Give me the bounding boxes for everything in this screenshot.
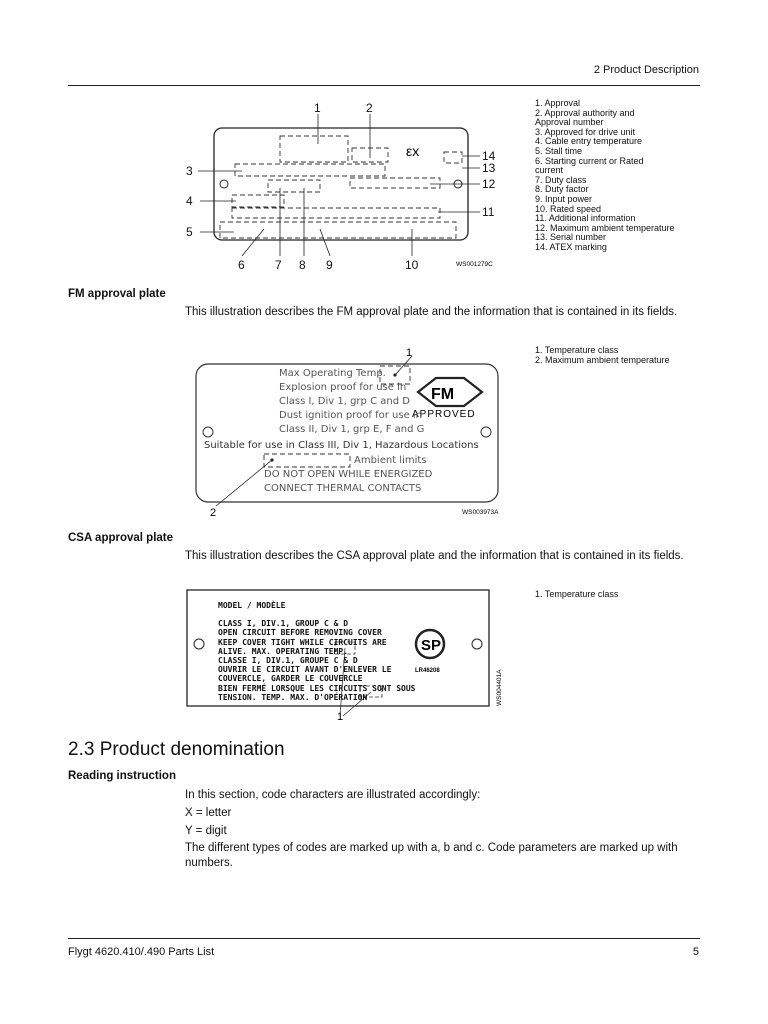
fig1-callout-7: 7 — [275, 258, 282, 272]
legend-item: 1. Approval — [535, 98, 581, 108]
footer-doc-title: Flygt 4620.410/.490 Parts List — [68, 946, 215, 958]
fm-callout-2: 2 — [210, 507, 217, 519]
legend-item: 4. Cable entry temperature — [535, 136, 643, 147]
fm-plate-line: Class I, Div 1, grp C and D — [279, 396, 410, 407]
reading-instruction-heading: Reading instruction — [68, 770, 176, 782]
legend-item: 6. Starting current or Rated — [535, 155, 644, 166]
fm-plate-line: Ambient limits — [354, 455, 427, 466]
fig1-callout-8: 8 — [299, 258, 306, 272]
fm-approved-label: APPROVED — [412, 409, 476, 420]
csa-plate-line — [218, 610, 415, 619]
csa-logo-mark: SP — [421, 637, 442, 654]
legend-item: 3. Approved for drive unit — [535, 126, 636, 137]
csa-logo-sub: LR46208 — [415, 668, 440, 674]
fm-plate-line: Suitable for use in Class III, Div 1, Hazardous Locations — [204, 440, 479, 451]
csa-plate-line: CLASSE I, DIV.1, GROUPE C & D — [218, 656, 358, 666]
page-number: 5 — [692, 946, 699, 958]
fm-logo: FM — [431, 386, 455, 403]
legend-item: 7. Duty class — [535, 174, 587, 185]
legend-item: 10. Rated speed — [535, 203, 602, 214]
section-paragraph: The different types of codes are marked up with a, b and c. Code parameters are marked up with numbers. — [185, 842, 678, 869]
csa-intro: This illustration describes the CSA approval plate and the information that is contained in its fields. — [185, 550, 684, 562]
fig1-callout-6: 6 — [238, 258, 245, 272]
legend-item: 8. Duty factor — [535, 184, 589, 195]
fig1-callout-14: 14 — [482, 149, 496, 163]
fm-plate-line: CONNECT THERMAL CONTACTS — [264, 483, 422, 494]
fig1-callout-13: 13 — [482, 161, 496, 175]
fm-ref: WS003973A — [462, 509, 499, 516]
fig1-callout-5: 5 — [186, 225, 193, 239]
csa-plate-text — [218, 601, 415, 702]
fm-callout-1: 1 — [406, 347, 413, 359]
csa-plate-line: ALIVE. MAX. OPERATING TEMP. — [218, 646, 349, 656]
fig1-callout-3: 3 — [186, 164, 193, 178]
fig1-callout-2: 2 — [366, 101, 373, 115]
csa-plate-line: TENSION. TEMP. MAX. D'OPÉRATION — [218, 692, 368, 702]
legend-item: 12. Maximum ambient temperature — [535, 222, 675, 233]
csa-plate-line: BIEN FERMÉ LORSQUE LES CIRCUITS SONT SOUS — [218, 683, 416, 693]
fig1-callout-4: 4 — [186, 194, 193, 208]
section-paragraph: In this section, code characters are illustrated accordingly: — [185, 789, 481, 801]
fm-intro: This illustration describes the FM approval plate and the information that is contained in its fields. — [185, 306, 678, 318]
legend-item: 2. Approval authority and — [535, 107, 635, 118]
fm-plate-line: Max Operating Temp. — [279, 368, 386, 379]
csa-ref: WS004401A — [496, 669, 503, 706]
fm-plate-line: DO NOT OPEN WHILE ENERGIZED — [264, 469, 433, 480]
fm-legend — [535, 346, 670, 365]
csa-plate-line: OUVRIR LE CIRCUIT AVANT D'ENLEVER LE — [218, 665, 392, 675]
csa-plate-line: MODEL / MODÈLE — [218, 601, 286, 610]
csa-plate-line: KEEP COVER TIGHT WHILE CIRCUITS ARE — [218, 637, 387, 647]
fm-plate-line: Dust ignition proof for use in — [279, 410, 423, 421]
section-title: 2.3 Product denomination — [68, 739, 285, 760]
legend-item: 9. Input power — [535, 193, 593, 204]
fm-plate-line: Explosion proof for use in — [279, 382, 407, 393]
csa-legend — [535, 590, 618, 600]
legend-item: 1. Temperature class — [535, 345, 619, 355]
legend-item: current — [535, 165, 564, 176]
ex-mark: εx — [406, 143, 420, 159]
header-rule — [68, 85, 700, 86]
legend-item: 11. Additional information — [535, 213, 636, 224]
csa-callout-1: 1 — [337, 711, 344, 723]
legend-item: 14. ATEX marking — [535, 241, 607, 252]
csa-plate-line: CLASS I, DIV.1, GROUP C & D — [218, 619, 349, 629]
nameplate-legend — [535, 99, 675, 253]
fig1-ref: WS001279C — [456, 261, 493, 268]
csa-heading: CSA approval plate — [68, 532, 174, 544]
legend-item: 2. Maximum ambient temperature — [535, 354, 670, 365]
fig1-callout-11: 11 — [482, 205, 495, 219]
legend-item: 13. Serial number — [535, 232, 607, 243]
legend-item: Approval number — [535, 117, 604, 128]
csa-plate-line: COUVERCLE, GARDER LE COUVERCLE — [218, 674, 363, 684]
fm-heading: FM approval plate — [68, 288, 166, 300]
legend-item: 1. Temperature class — [535, 589, 619, 599]
legend-item: 5. Stall time — [535, 145, 583, 156]
fig1-callout-10: 10 — [405, 258, 419, 272]
fm-plate-line: Class II, Div 1, grp E, F and G — [279, 424, 425, 435]
nameplate-figure — [180, 96, 510, 274]
running-header: 2 Product Description — [593, 64, 699, 76]
footer-rule — [68, 938, 700, 939]
fig1-callout-1: 1 — [314, 101, 321, 115]
csa-plate-line: OPEN CIRCUIT BEFORE REMOVING COVER — [218, 628, 382, 638]
fig1-callout-12: 12 — [482, 177, 496, 191]
fig1-callout-9: 9 — [326, 258, 333, 272]
section-paragraph: Y = digit — [185, 825, 227, 837]
section-paragraph: X = letter — [185, 807, 232, 819]
